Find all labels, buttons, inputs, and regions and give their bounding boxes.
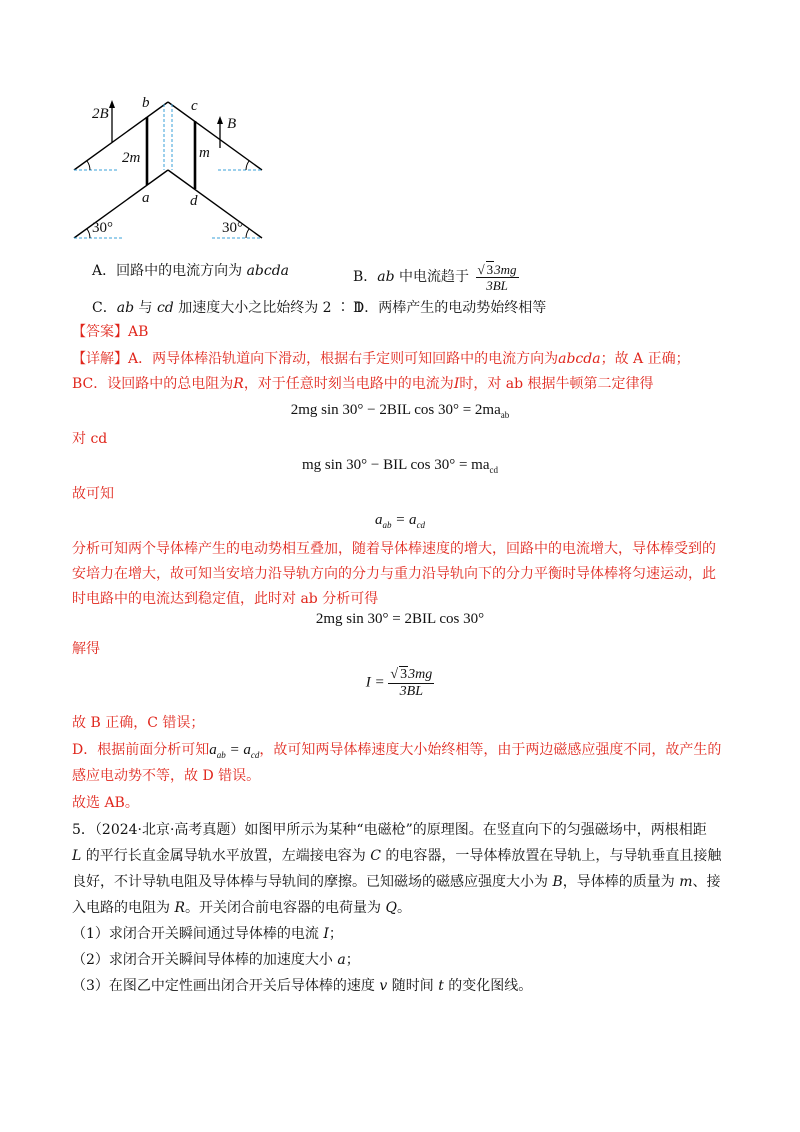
conclusion-bc: 故 B 正确，C 错误； bbox=[72, 715, 205, 731]
analysis-line-3: 时电路中的电流达到稳定值，此时对 ab 分析可得 bbox=[72, 591, 379, 607]
lower-rail-left bbox=[74, 170, 168, 238]
angle-arc-lower-left bbox=[87, 229, 90, 238]
gu-kezhi-label: 故可知 bbox=[72, 486, 114, 502]
equation-cd: mg sin 30° − BIL $\cos 30^\circ = ma_{cd}$ bbox=[301, 457, 498, 475]
angle-arc-upper-right bbox=[246, 161, 249, 170]
equation-balance: 2mg sin 30° = 2BIL cos 30° bbox=[315, 611, 485, 627]
detail-line-2: BC．设回路中的总电阻为R，对于任意时刻当电路中的电流为I时，对 ab 根据牛顿第二定律得 bbox=[72, 376, 654, 392]
equation-ab: 2mg sin 30° − 2BIL $\cos 30^\circ = 2ma_{ab}$ bbox=[290, 402, 510, 420]
label-c: c bbox=[191, 98, 198, 114]
label-m: m bbox=[199, 145, 210, 161]
option-c: C．ab 与 cd 加速度大小之比始终为 2 ∶ 1 bbox=[92, 300, 364, 316]
option-d: D．两棒产生的电动势始终相等 bbox=[353, 300, 547, 316]
answer-label: 【答案】AB bbox=[72, 324, 149, 340]
q5-sub-2: （2）求闭合开关瞬间导体棒的加速度大小 a； bbox=[72, 952, 360, 968]
label-a: a bbox=[142, 190, 150, 206]
final-selection: 故选 AB。 bbox=[72, 795, 139, 811]
detail-d-line-1: D．根据前面分析可知$a_{ab} = a_{cd}$，故可知两导体棒速度大小始终相等，由于两边磁感应强度不同，故产生的 bbox=[72, 742, 722, 760]
lower-rail-right bbox=[168, 170, 262, 238]
angle-label-left: 30° bbox=[92, 220, 113, 236]
label-d: d bbox=[190, 193, 198, 209]
angle-arc-lower-right bbox=[246, 229, 249, 238]
q5-line-2: L 的平行长直金属导轨水平放置，左端接电容为 C 的电容器，一导体棒放置在导轨上，与导轨垂直且接触 bbox=[72, 848, 722, 864]
jiede-label: 解得 bbox=[72, 641, 100, 657]
detail-line-1: 【详解】A．两导体棒沿轨道向下滑动，根据右手定则可知回路中的电流方向为abcda；故 A 正确； bbox=[72, 351, 690, 367]
upper-rail-right bbox=[168, 102, 262, 170]
equation-current: I = $\frac{√ 33mg}{3BL}$ bbox=[365, 667, 433, 699]
label-2m: 2m bbox=[122, 150, 141, 166]
q5-line-3: 良好，不计导轨电阻及导体棒与导轨间的摩擦。已知磁场的磁感应强度大小为 B，导体棒的质量为 m、接 bbox=[72, 874, 721, 890]
dui-cd-label: 对 cd bbox=[72, 431, 108, 447]
angle-arc-upper-left bbox=[87, 161, 90, 170]
equation-equal-accel: $a_{ab} = a_{cd}$ bbox=[374, 512, 426, 530]
field-arrow-B-head bbox=[217, 116, 223, 124]
q5-sub-1: （1）求闭合开关瞬间通过导体棒的电流 I； bbox=[72, 926, 343, 942]
label-b: b bbox=[142, 95, 150, 111]
detail-d-line-2: 感应电动势不等，故 D 错误。 bbox=[72, 768, 261, 784]
angle-label-right: 30° bbox=[222, 220, 243, 236]
option-b: B．ab 中电流趋于 $\frac{√ 33mg}{3BL}$ bbox=[353, 262, 517, 293]
analysis-line-2: 安培力在增大，故可知当安培力沿导轨方向的分力与重力沿导轨向下的分力平衡时导体棒将匀速运动，此 bbox=[72, 566, 716, 582]
field-arrow-2B-head bbox=[109, 100, 115, 108]
label-2B: 2B bbox=[92, 106, 109, 122]
label-B: B bbox=[227, 116, 237, 132]
q5-line-1: 5．（2024·北京·高考真题）如图甲所示为某种“电磁枪”的原理图。在竖直向下的匀强磁场中，两根相距 bbox=[72, 822, 707, 838]
option-a: A．回路中的电流方向为 abcda bbox=[92, 263, 290, 279]
q5-sub-3: （3）在图乙中定性画出闭合开关后导体棒的速度 v 随时间 t 的变化图线。 bbox=[72, 978, 533, 994]
analysis-line-1: 分析可知两个导体棒产生的电动势相互叠加，随着导体棒速度的增大，回路中的电流增大，导体棒受到的 bbox=[72, 541, 716, 557]
upper-rail-left bbox=[74, 102, 168, 170]
q5-line-4: 入电路的电阻为 R。开关闭合前电容器的电荷量为 Q。 bbox=[72, 900, 411, 916]
